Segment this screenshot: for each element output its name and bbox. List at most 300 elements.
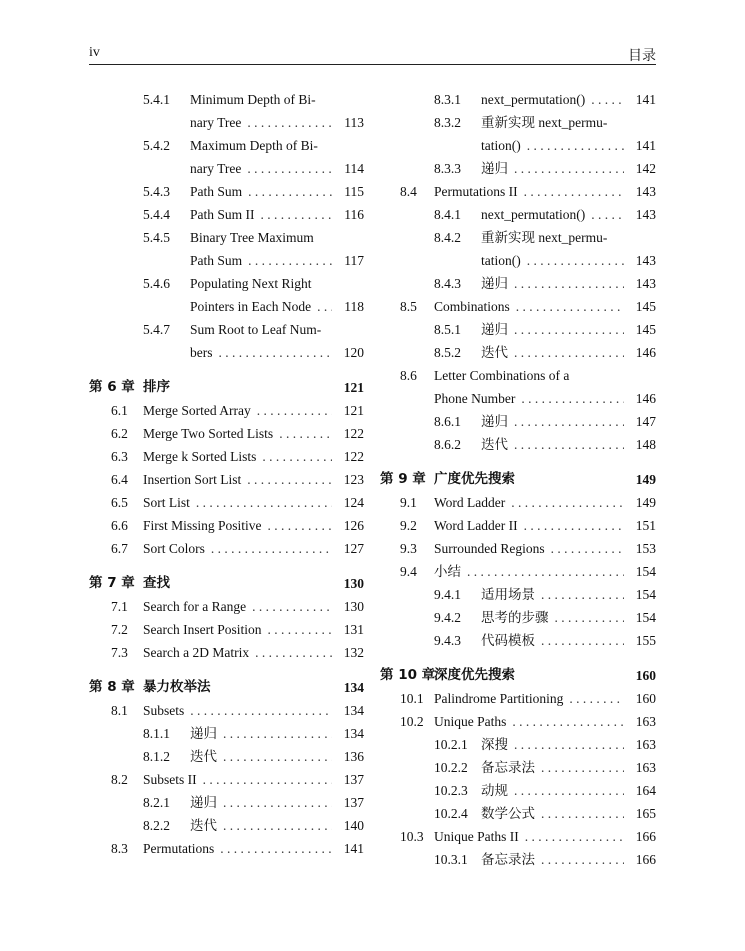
entry-title-wrap: [190, 226, 332, 249]
entry-title: nary Tree: [190, 115, 242, 130]
dot-leader: [516, 295, 624, 318]
entry-number: 8.4.3: [434, 276, 461, 291]
dot-leader: [514, 318, 624, 341]
dot-leader: [268, 514, 332, 537]
entry-number: 8.5: [400, 299, 417, 314]
dot-leader: [514, 410, 624, 433]
toc-chapter-entry[interactable]: [89, 572, 364, 595]
toc-section-entry[interactable]: [89, 641, 364, 664]
entry-number: 8.4: [400, 184, 417, 199]
toc-subsection-entry[interactable]: [380, 606, 656, 629]
toc-subsection-entry[interactable]: [380, 226, 656, 249]
entry-title: 递归: [481, 414, 508, 429]
page-number: 145: [635, 322, 656, 337]
toc-subsection-entry[interactable]: [380, 733, 656, 756]
page-number: 136: [343, 749, 364, 764]
entry-number: 10.1: [400, 691, 424, 706]
entry-title: Populating Next Right: [190, 276, 312, 291]
dot-leader: [190, 699, 332, 722]
dot-leader: [514, 272, 624, 295]
entry-title: Binary Tree Maximum: [190, 230, 314, 245]
entry-number: 10.2.2: [434, 760, 468, 775]
entry-number: 8.1.2: [143, 749, 170, 764]
dot-leader: [569, 687, 624, 710]
entry-title: bers: [190, 345, 213, 360]
entry-number: 10.3.1: [434, 852, 468, 867]
page-number: 127: [343, 541, 364, 556]
dot-leader: [257, 399, 332, 422]
entry-title: Sort Colors: [143, 541, 205, 556]
dot-leader: [525, 825, 624, 848]
toc-section-entry[interactable]: [380, 687, 656, 710]
entry-title-wrap: [434, 710, 624, 733]
toc-section-entry[interactable]: [380, 514, 656, 537]
entry-title: 递归: [481, 276, 508, 291]
entry-title-wrap: [143, 641, 332, 664]
entry-title-wrap: [481, 111, 624, 134]
toc-subsection-entry[interactable]: [380, 134, 656, 157]
entry-title: Search Insert Position: [143, 622, 262, 637]
page-number: 163: [635, 760, 656, 775]
toc-subsection-entry[interactable]: [380, 249, 656, 272]
entry-title: Unique Paths II: [434, 829, 519, 844]
entry-number: 8.6.1: [434, 414, 461, 429]
entry-title: 深搜: [481, 737, 508, 752]
entry-title: 数学公式: [481, 806, 535, 821]
toc-subsection-entry[interactable]: [89, 88, 364, 111]
entry-title: 迭代: [481, 345, 508, 360]
page-number: 137: [343, 772, 364, 787]
entry-title: Path Sum: [190, 253, 243, 268]
chapter-number: 第 9 章: [380, 471, 426, 487]
dot-leader: [514, 433, 624, 456]
entry-title-wrap: [434, 180, 624, 203]
page-number: 146: [635, 345, 656, 360]
entry-title: 适用场景: [481, 587, 535, 602]
dot-leader: [279, 422, 332, 445]
dot-leader: [591, 88, 624, 111]
entry-title-wrap: [190, 111, 332, 134]
toc-subsection-entry[interactable]: [380, 157, 656, 180]
entry-title-wrap: [143, 837, 332, 860]
entry-title: Maximum Depth of Bi-: [190, 138, 318, 153]
toc-section-entry[interactable]: [89, 837, 364, 860]
dot-leader: [223, 745, 332, 768]
dot-leader: [524, 180, 624, 203]
page-number: 149: [635, 472, 656, 487]
toc-subsection-entry[interactable]: [380, 88, 656, 111]
entry-number: 6.3: [111, 449, 128, 464]
entry-number: 6.6: [111, 518, 128, 533]
entry-title-wrap: [434, 491, 624, 514]
entry-number: 8.5.2: [434, 345, 461, 360]
page-number: 163: [635, 714, 656, 729]
dot-leader: [527, 249, 624, 272]
toc-section-entry[interactable]: [380, 537, 656, 560]
entry-title-wrap: [434, 537, 624, 560]
entry-number: 5.4.2: [143, 138, 170, 153]
page-number: 130: [343, 599, 364, 614]
entry-number: 10.2.3: [434, 783, 468, 798]
entry-title: Word Ladder II: [434, 518, 518, 533]
page-number: 151: [635, 518, 656, 533]
toc-chapter-entry[interactable]: [89, 376, 364, 399]
toc-section-entry[interactable]: [380, 295, 656, 318]
toc-subsection-entry[interactable]: [380, 802, 656, 825]
entry-number: 10.3: [400, 829, 424, 844]
dot-leader: [261, 203, 332, 226]
dot-leader: [203, 768, 332, 791]
page-number: 121: [343, 403, 364, 418]
toc-chapter-entry[interactable]: [380, 468, 656, 491]
toc-section-entry[interactable]: [89, 514, 364, 537]
entry-title: Phone Number: [434, 391, 516, 406]
toc-subsection-entry[interactable]: [89, 791, 364, 814]
toc-chapter-entry[interactable]: [380, 664, 656, 687]
toc-subsection-entry[interactable]: [380, 318, 656, 341]
entry-title-wrap: [434, 825, 624, 848]
dot-leader: [514, 779, 624, 802]
toc-subsection-entry[interactable]: [89, 272, 364, 295]
toc-chapter-entry[interactable]: [89, 676, 364, 699]
dot-leader: [541, 848, 624, 871]
dot-leader: [514, 157, 624, 180]
page-number: 124: [343, 495, 364, 510]
toc-subsection-entry[interactable]: [380, 111, 656, 134]
entry-number: 6.7: [111, 541, 128, 556]
toc-section-entry[interactable]: [380, 180, 656, 203]
toc-section-entry[interactable]: [380, 560, 656, 583]
entry-number: 8.3.2: [434, 115, 461, 130]
entry-title-wrap: [481, 203, 624, 226]
running-header: 目录: [628, 49, 656, 64]
entry-title: Letter Combinations of a: [434, 368, 570, 383]
entry-title-wrap: [190, 341, 332, 364]
toc-subsection-entry[interactable]: [380, 433, 656, 456]
toc-subsection-entry[interactable]: [89, 341, 364, 364]
entry-title: 递归: [481, 161, 508, 176]
dot-leader: [223, 791, 332, 814]
entry-title: tation(): [481, 253, 521, 268]
entry-title: Word Ladder: [434, 495, 506, 510]
page-number: 165: [635, 806, 656, 821]
entry-title: 备忘录法: [481, 760, 535, 775]
entry-number: 6.5: [111, 495, 128, 510]
toc-subsection-entry[interactable]: [380, 583, 656, 606]
dot-leader: [255, 641, 332, 664]
page-number: 143: [635, 207, 656, 222]
entry-title-wrap: [143, 768, 332, 791]
entry-title-wrap: [434, 364, 624, 387]
entry-title-wrap: [434, 560, 624, 583]
entry-title: 迭代: [481, 437, 508, 452]
toc-section-entry[interactable]: [89, 468, 364, 491]
entry-number: 9.4.3: [434, 633, 461, 648]
toc-section-entry[interactable]: [89, 618, 364, 641]
toc-section-entry[interactable]: [380, 491, 656, 514]
entry-title-wrap: [481, 226, 624, 249]
chapter-title: 深度优先搜索: [434, 667, 515, 683]
entry-title-wrap: [481, 583, 624, 606]
dot-leader: [555, 606, 625, 629]
entry-number: 8.6.2: [434, 437, 461, 452]
page-number: 160: [635, 691, 656, 706]
entry-title-wrap: [143, 595, 332, 618]
page-number: 163: [635, 737, 656, 752]
toc-section-entry[interactable]: [89, 595, 364, 618]
toc-subsection-entry[interactable]: [89, 180, 364, 203]
section-gap: [89, 364, 364, 376]
toc-section-entry[interactable]: [89, 491, 364, 514]
entry-title-wrap: [481, 606, 624, 629]
entry-number: 5.4.7: [143, 322, 170, 337]
page-number: 121: [343, 380, 364, 395]
entry-title-wrap: [190, 157, 332, 180]
entry-title-wrap: [481, 157, 624, 180]
entry-number: 8.3.3: [434, 161, 461, 176]
entry-title-wrap: [143, 399, 332, 422]
chapter-number: 第 8 章: [89, 679, 135, 695]
section-gap: [89, 560, 364, 572]
entry-title-wrap: [190, 272, 332, 295]
chapter-number: 第 6 章: [89, 379, 135, 395]
toc-section-entry[interactable]: [89, 422, 364, 445]
toc-section-entry[interactable]: [380, 387, 656, 410]
toc-subsection-entry[interactable]: [89, 814, 364, 837]
entry-title: Combinations: [434, 299, 510, 314]
dot-leader: [317, 295, 332, 318]
entry-number: 5.4.3: [143, 184, 170, 199]
entry-title: nary Tree: [190, 161, 242, 176]
entry-number: 6.2: [111, 426, 128, 441]
dot-leader: [219, 341, 333, 364]
toc-subsection-entry[interactable]: [380, 629, 656, 652]
page-number: 126: [343, 518, 364, 533]
page-number: iv: [89, 45, 100, 60]
entry-number: 9.2: [400, 518, 417, 533]
entry-title: Permutations II: [434, 184, 518, 199]
toc-subsection-entry[interactable]: [89, 111, 364, 134]
toc-subsection-entry[interactable]: [380, 410, 656, 433]
entry-title: Palindrome Partitioning: [434, 691, 564, 706]
entry-title: Subsets: [143, 703, 185, 718]
entry-title-wrap: [434, 514, 624, 537]
page-number: 145: [635, 299, 656, 314]
toc-right-column: [380, 88, 656, 871]
page-number: 122: [343, 426, 364, 441]
entry-title-wrap: [481, 779, 624, 802]
dot-leader: [524, 514, 624, 537]
entry-number: 9.4.2: [434, 610, 461, 625]
toc-subsection-entry[interactable]: [89, 249, 364, 272]
page-number: 130: [343, 576, 364, 591]
entry-number: 8.2.2: [143, 818, 170, 833]
entry-title-wrap: [481, 756, 624, 779]
entry-number: 6.4: [111, 472, 128, 487]
toc-subsection-entry[interactable]: [89, 203, 364, 226]
header-rule: [89, 64, 656, 65]
entry-title: 动规: [481, 783, 508, 798]
entry-number: 9.1: [400, 495, 417, 510]
entry-title-wrap: [143, 422, 332, 445]
entry-title-wrap: [481, 134, 624, 157]
dot-leader: [514, 341, 624, 364]
toc-subsection-entry[interactable]: [380, 756, 656, 779]
toc-section-entry[interactable]: [380, 825, 656, 848]
entry-title: Search a 2D Matrix: [143, 645, 250, 660]
page-number: 114: [344, 161, 364, 176]
toc-section-entry[interactable]: [89, 699, 364, 722]
page-number: 142: [635, 161, 656, 176]
toc-section-entry[interactable]: [380, 364, 656, 387]
toc-subsection-entry[interactable]: [380, 848, 656, 871]
entry-title: 递归: [190, 726, 217, 741]
entry-number: 7.1: [111, 599, 128, 614]
page-number: 146: [635, 391, 656, 406]
page-number: 141: [635, 92, 656, 107]
entry-title-wrap: [190, 295, 332, 318]
entry-number: 5.4.4: [143, 207, 170, 222]
entry-title: Search for a Range: [143, 599, 247, 614]
chapter-title: 排序: [143, 379, 170, 395]
entry-title: 重新实现 next_permu-: [481, 115, 608, 130]
entry-title-wrap: [481, 88, 624, 111]
section-gap: [380, 652, 656, 664]
dot-leader: [514, 733, 624, 756]
page-number: 137: [343, 795, 364, 810]
page-number: 166: [635, 852, 656, 867]
entry-title-wrap: [190, 249, 332, 272]
toc-subsection-entry[interactable]: [380, 779, 656, 802]
toc-subsection-entry[interactable]: [380, 341, 656, 364]
page-number: 149: [635, 495, 656, 510]
page-number: 120: [343, 345, 364, 360]
entry-number: 9.4: [400, 564, 417, 579]
chapter-title: 广度优先搜索: [434, 471, 515, 487]
entry-title: Path Sum: [190, 184, 243, 199]
entry-number: 5.4.1: [143, 92, 170, 107]
entry-title-wrap: [190, 745, 332, 768]
page-number: 160: [635, 668, 656, 683]
dot-leader: [252, 595, 332, 618]
dot-leader: [247, 157, 332, 180]
entry-title-wrap: [481, 272, 624, 295]
page-number: 143: [635, 253, 656, 268]
entry-title: 递归: [481, 322, 508, 337]
entry-title: 思考的步骤: [481, 610, 549, 625]
dot-leader: [196, 491, 332, 514]
chapter-number: 第 10 章: [380, 667, 436, 683]
toc-subsection-entry[interactable]: [89, 295, 364, 318]
dot-leader: [541, 629, 624, 652]
toc-section-entry[interactable]: [89, 537, 364, 560]
entry-title-wrap: [481, 433, 624, 456]
dot-leader: [247, 468, 332, 491]
entry-number: 5.4.6: [143, 276, 170, 291]
entry-title-wrap: [190, 180, 332, 203]
entry-title: Insertion Sort List: [143, 472, 242, 487]
dot-leader: [541, 583, 624, 606]
entry-title: Merge k Sorted Lists: [143, 449, 257, 464]
toc-left-column: [89, 88, 364, 860]
entry-number: 8.1.1: [143, 726, 170, 741]
toc-section-entry[interactable]: [89, 445, 364, 468]
dot-leader: [511, 491, 624, 514]
page-number: 166: [635, 829, 656, 844]
page-number: 164: [635, 783, 656, 798]
entry-title-wrap: [143, 618, 332, 641]
page-number: 143: [635, 276, 656, 291]
entry-title-wrap: [190, 134, 332, 157]
dot-leader: [247, 111, 332, 134]
page-number: 122: [343, 449, 364, 464]
entry-number: 5.4.5: [143, 230, 170, 245]
toc-section-entry[interactable]: [380, 710, 656, 733]
toc-subsection-entry[interactable]: [89, 157, 364, 180]
entry-number: 7.2: [111, 622, 128, 637]
toc-subsection-entry[interactable]: [89, 134, 364, 157]
entry-number: 8.5.1: [434, 322, 461, 337]
entry-title-wrap: [434, 687, 624, 710]
toc-section-entry[interactable]: [89, 399, 364, 422]
dot-leader: [223, 722, 332, 745]
dot-leader: [248, 180, 332, 203]
entry-title: Subsets II: [143, 772, 197, 787]
dot-leader: [220, 837, 332, 860]
entry-title-wrap: [434, 387, 624, 410]
dot-leader: [467, 560, 624, 583]
toc-subsection-entry[interactable]: [380, 272, 656, 295]
toc-subsection-entry[interactable]: [380, 203, 656, 226]
dot-leader: [248, 249, 332, 272]
toc-subsection-entry[interactable]: [89, 318, 364, 341]
dot-leader: [521, 387, 624, 410]
entry-title-wrap: [190, 722, 332, 745]
dot-leader: [262, 445, 332, 468]
page-number: 153: [635, 541, 656, 556]
entry-number: 8.4.2: [434, 230, 461, 245]
entry-number: 8.2: [111, 772, 128, 787]
toc-subsection-entry[interactable]: [89, 226, 364, 249]
entry-title-wrap: [481, 733, 624, 756]
dot-leader: [527, 134, 624, 157]
entry-title: 递归: [190, 795, 217, 810]
dot-leader: [591, 203, 624, 226]
page-number: 154: [635, 610, 656, 625]
entry-number: 8.3.1: [434, 92, 461, 107]
entry-title: Surrounded Regions: [434, 541, 545, 556]
entry-number: 8.1: [111, 703, 128, 718]
entry-title-wrap: [143, 445, 332, 468]
page-number: 141: [635, 138, 656, 153]
entry-number: 8.2.1: [143, 795, 170, 810]
entry-title: First Missing Positive: [143, 518, 262, 533]
page-number: 155: [635, 633, 656, 648]
chapter-title: 查找: [143, 575, 170, 591]
toc-subsection-entry[interactable]: [89, 745, 364, 768]
page-number: 131: [343, 622, 364, 637]
entry-title-wrap: [190, 814, 332, 837]
page-number: 123: [343, 472, 364, 487]
page-number: 143: [635, 184, 656, 199]
toc-section-entry[interactable]: [89, 768, 364, 791]
page-number: 141: [343, 841, 364, 856]
toc-subsection-entry[interactable]: [89, 722, 364, 745]
entry-title: Sum Root to Leaf Num-: [190, 322, 322, 337]
entry-title-wrap: [143, 699, 332, 722]
entry-title-wrap: [481, 848, 624, 871]
entry-number: 7.3: [111, 645, 128, 660]
